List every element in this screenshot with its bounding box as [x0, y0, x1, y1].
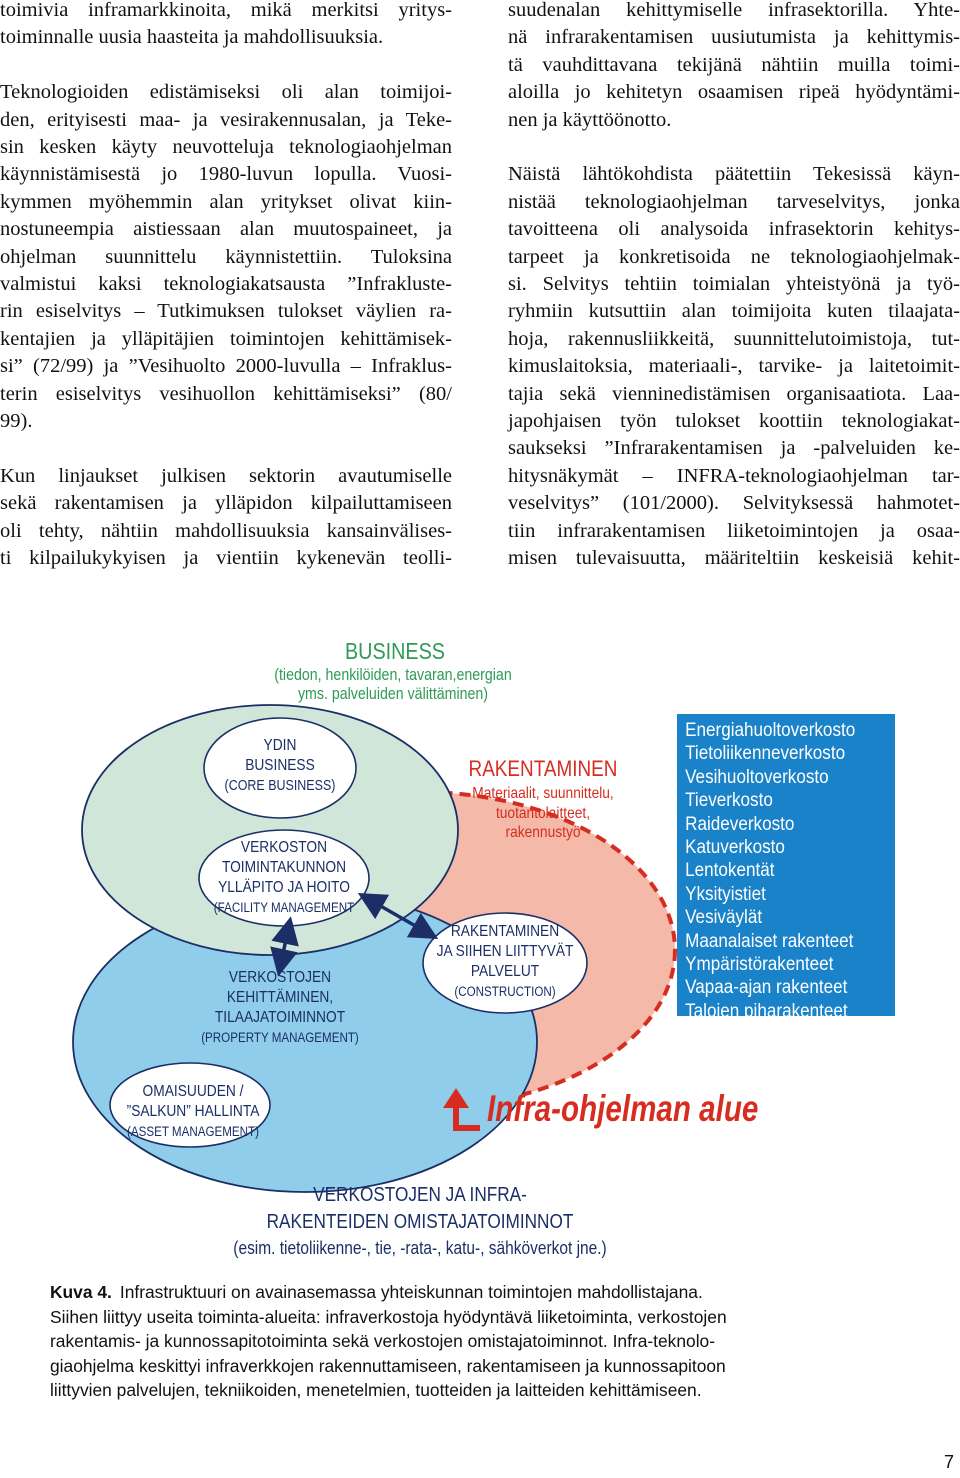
rakentaminen-label: RAKENTAMINEN	[468, 756, 618, 781]
business-label: BUSINESS	[344, 638, 446, 664]
text-line: Kun linjaukset julkisen sektorin avautumiselle	[0, 464, 452, 487]
caption-line: liittyvien palvelujen, tekniikoiden, menetelmien, tuotteiden ja laitteiden kehittämiseen.	[50, 1380, 702, 1400]
text-line: tiin infrarakentamisen liiketoimintojen ja osaa-	[508, 519, 960, 542]
text-line: nostuneempia aistiessaan alan muutospaineet, ja	[0, 218, 452, 241]
text-line: den, erityisesti maa- ja vesirakennusalan, ja Teke-	[0, 108, 452, 131]
property-management-label: VERKOSTOJEN KEHITTÄMINEN, TILAAJATOIMINNOT (PROPERTY MANAGEMENT)	[201, 969, 359, 1045]
facility-management-label: VERKOSTON TOIMINTAKUNNON YLLÄPITO JA HOITO (FACILITY MANAGEMENT	[213, 839, 355, 915]
paragraph	[508, 0, 960, 134]
text-line: Teknologioiden edistämiseksi oli alan toimijoi-	[0, 81, 452, 104]
list-item: Ympäristörakenteet	[685, 954, 834, 976]
text-line: tarpeet ja konkretisoida ne teknologiaohjelmak-	[508, 245, 960, 268]
text-line: toimivia inframarkkinoita, mikä merkitsi yritys-	[0, 0, 452, 21]
text-line: aloilla jo kehitetyn osaamisen ripeä hyödyntämi-	[508, 81, 960, 104]
caption-line: Kuva 4. Infrastruktuuri on avainasemassa yhteiskunnan toimintojen mahdollistajana.	[50, 1282, 703, 1302]
text-line: ohjelman suunnittelu käynnistettiin. Tuloksina	[0, 245, 452, 268]
text-line: käynnistämisestä jo 1980-luvun lopulla. Vuosi-	[0, 163, 452, 186]
text-line: 99).	[0, 410, 33, 433]
text-line: sekä rakentamisen ja ylläpidon kilpailuttamiseen	[0, 492, 452, 515]
list-item: Vesiväylät	[685, 907, 763, 929]
text-line: japohjaisen työn tulokset koottiin teknologiakat-	[508, 410, 960, 433]
text-line: veselvitys” (101/2000). Selvityksessä hahmotet-	[508, 492, 960, 515]
paragraph	[0, 79, 452, 435]
list-item: Lentokentät	[685, 860, 775, 882]
business-description: (tiedon, henkilöiden, tavaran,energian yms. palveluiden välittäminen)	[274, 666, 512, 703]
text-line: kymmen myöhemmin alan yritykset olivat kiin-	[0, 190, 452, 213]
text-line: nistää teknologiaohjelman tarveselvitys, jonka	[508, 190, 960, 213]
list-item: Tieverkosto	[685, 790, 773, 812]
text-line: si. Selvitys tehtiin toimialan yhteistyönä ja työ-	[508, 273, 960, 296]
text-line: si” (72/99) ja ”Vesihuolto 2000-luvulla – Infraklus-	[0, 355, 452, 378]
list-item: Raideverkosto	[685, 813, 795, 835]
caption-line: giaohjelma keskittyi infraverkkojen rakennuttamiseen, rakentamiseen ja kunnossapitoon	[50, 1355, 726, 1376]
text-line: misen tulevaisuutta, määriteltiin keskeisiä kehit-	[508, 547, 960, 570]
left-text-column	[0, 0, 452, 600]
text-line: valmistui kaksi teknologiakatsausta ”Infraklust​e-	[0, 273, 452, 296]
list-item: Energiahuoltoverkosto	[685, 720, 856, 741]
text-line: kimuslaitoksia, materiaali-, tarvike- ja laitetoimit-	[508, 355, 960, 378]
text-line: ryhmiin kutsuttiin alan toimijoita kuten tilaajata-	[508, 300, 960, 323]
infrastructure-diagram	[0, 630, 960, 1270]
paragraph	[0, 463, 452, 573]
text-line: kentajien ja ylläpitäjien toimintojen kehittämisek-	[0, 327, 452, 350]
text-line: sin kesken käyty neuvotteluja teknologiaohjelman	[0, 136, 452, 159]
text-line: ti kilpailukykyisen ja vientiin kykenevän teolli-	[0, 547, 452, 570]
text-line: tä vauhdittavana tekijänä nähtiin muilla toimi-	[508, 53, 960, 76]
paragraph	[0, 0, 452, 52]
text-line: nä infrarakentamisen uusiutumista ja kehittymis-	[508, 26, 960, 49]
infra-program-area-title: Infra-ohjelman alue	[487, 1088, 759, 1129]
infrastructure-network-list	[677, 714, 895, 1022]
text-line: hitysnäkymät – INFRA-teknologiaohjelman tar-	[508, 464, 960, 487]
list-item: Vapaa-ajan rakenteet	[685, 977, 848, 999]
text-line: terin esiselvitys vesihuollon kehittämiseksi” (80/	[0, 382, 452, 405]
list-item: Tietoliikenneverkosto	[685, 743, 846, 765]
text-line: tavoitteena oli analysoida infrasektorin kehitys-	[508, 218, 960, 241]
page-number: 7	[943, 1452, 954, 1472]
list-item: Talojen piharakenteet	[685, 1000, 848, 1022]
core-business-label: YDIN BUSINESS (CORE BUSINESS)	[224, 737, 336, 794]
text-line: oli tehty, nähtiin mahdollisuuksia kansainvälises-	[0, 519, 452, 542]
text-line: saukseksi ”Infrarakentamisen ja -palveluiden ke-	[508, 437, 960, 460]
list-item: Yksityistiet	[685, 883, 766, 905]
ownership-label: VERKOSTOJEN JA INFRA- RAKENTEIDEN OMISTAJATOIMINNOT (esim. tietoliikenne-, tie, -rata-, katu-, sähköverkot jne.)	[233, 1184, 607, 1258]
list-item: Katuverkosto	[685, 837, 785, 859]
text-line: tajia sekä vienninedistämisen organisaatiota. Laa-	[508, 382, 960, 405]
text-line: toiminnalle uusia haasteita ja mahdollisuuksia.	[0, 26, 384, 49]
caption-line: Siihen liittyy useita toiminta-alueita: infraverkostoja hyödyntävä liiketoiminta, verkostojen	[50, 1306, 727, 1327]
text-line: hoja, rakennusliikkeitä, suunnittelutoimistoja, tut-	[508, 327, 960, 350]
text-line: nen ja käyttöönotto.	[508, 108, 672, 131]
right-text-column	[508, 0, 960, 600]
list-item: Maanalaiset rakenteet	[685, 930, 854, 952]
text-line: rin esiselvitys – Tutkimuksen tulokset väylien ra-	[0, 300, 452, 323]
construction-label: RAKENTAMINEN JA SIIHEN LIITTYVÄT PALVELUT (CONSTRUCTION)	[436, 923, 574, 999]
caption-line: rakentamis- ja kunnossapitotoiminta sekä verkostojen omistajatoiminnot. Infra-teknolo-	[50, 1331, 716, 1351]
text-line: Näistä lähtökohdista päätettiin Tekesissä käyn-	[508, 163, 960, 186]
list-item: Vesihuoltoverkosto	[685, 766, 829, 788]
rakentaminen-description: Materiaalit, suunnittelu, tuotantolaitteet, rakennustyö	[472, 785, 614, 841]
text-line: suudenalan kehittymiselle infrasektorilla. Yhte-	[508, 0, 960, 21]
paragraph	[508, 161, 960, 572]
asset-management-label: OMAISUUDEN / ”SALKUN” HALLINTA (ASSET MANAGEMENT)	[126, 1083, 260, 1139]
figure-caption	[50, 1280, 900, 1403]
caption-label: Kuva 4.	[50, 1282, 112, 1302]
